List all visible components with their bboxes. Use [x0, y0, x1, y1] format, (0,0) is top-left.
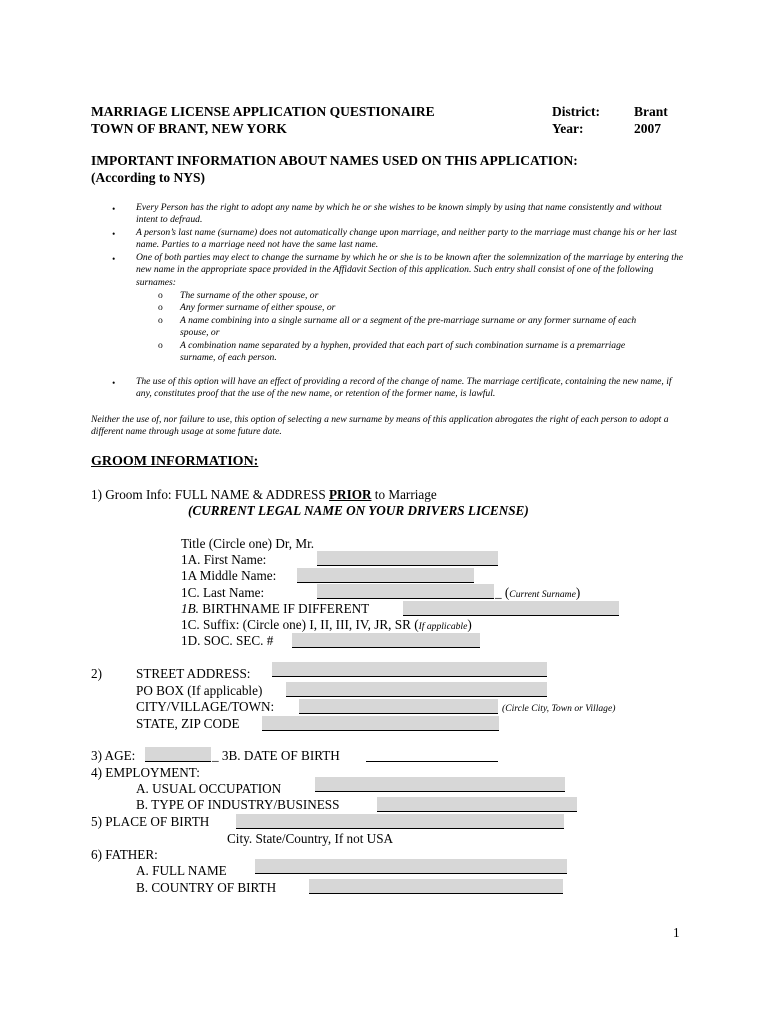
important-heading: IMPORTANT INFORMATION ABOUT NAMES USED ON THIS APPLICATION:: [91, 153, 578, 168]
current-surname-note: Current Surname: [509, 589, 576, 600]
ssn-field[interactable]: [292, 633, 480, 648]
birthname-field[interactable]: [403, 601, 619, 616]
suffix-label: [181, 617, 472, 633]
sub-bullet-icon: o: [158, 315, 163, 326]
sub-bullet-icon: o: [158, 302, 163, 313]
city-note: (Circle City, Town or Village): [502, 703, 616, 714]
birthname-number: 1B.: [181, 601, 199, 616]
birthname-text: BIRTHNAME IF DIFFERENT: [198, 601, 370, 616]
q1-suffix: to Marriage: [371, 487, 437, 502]
name-usage-note: Neither the use of, nor failure to use, this option of selecting a new surname by means of this application abrogates the right of each person to adopt a different name through usage at some future date.: [91, 414, 669, 438]
suffix-close: ): [467, 617, 472, 632]
first-name-field[interactable]: [317, 551, 498, 566]
q1-subtitle: (CURRENT LEGAL NAME ON YOUR DRIVERS LICENSE): [188, 503, 529, 518]
sub-item: Any former surname of either spouse, or: [180, 302, 336, 313]
age-label: 3) AGE:: [91, 748, 136, 763]
birthplace-field[interactable]: [236, 814, 564, 829]
last-name-field[interactable]: [317, 584, 494, 599]
street-address-field[interactable]: [272, 662, 547, 677]
dob-label: _ 3B. DATE OF BIRTH: [212, 748, 340, 763]
occupation-field[interactable]: [315, 777, 565, 792]
sub-item: A combination name separated by a hyphen, provided that each part of such combination surname is a premarriage surname, of each person.: [180, 340, 626, 364]
q1-prior: PRIOR: [329, 487, 372, 502]
groom-section-title: GROOM INFORMATION:: [91, 454, 259, 469]
industry-label: B. TYPE OF INDUSTRY/BUSINESS: [136, 797, 340, 812]
bullet-item: A person’s last name (surname) does not automatically change upon marriage, and neither party to the marriage must change his or her last name. Parties to a marriage need not have the same last name.: [136, 227, 677, 251]
employment-label: 4) EMPLOYMENT:: [91, 765, 200, 780]
sub-bullet-icon: o: [158, 340, 163, 351]
city-field[interactable]: [299, 699, 498, 714]
father-country-label: B. COUNTRY OF BIRTH: [136, 880, 277, 895]
q1-label: [91, 487, 437, 503]
father-name-field[interactable]: [255, 859, 567, 874]
father-country-field[interactable]: [309, 879, 563, 894]
middle-name-field[interactable]: [297, 568, 474, 583]
father-name-label: A. FULL NAME: [136, 863, 227, 878]
street-address-label: STREET ADDRESS:: [136, 666, 251, 681]
occupation-label: A. USUAL OCCUPATION: [136, 781, 282, 796]
title-label: Title (Circle one) Dr, Mr.: [181, 536, 315, 551]
po-box-label: PO BOX (If applicable): [136, 683, 263, 698]
sub-item: The surname of the other spouse, or: [180, 290, 319, 301]
birthplace-label: 5) PLACE OF BIRTH: [91, 814, 210, 829]
bullet-icon: •: [112, 204, 116, 214]
sub-item: A name combining into a single surname all or a segment of the pre-marriage surname or any former surname of each spouse, or: [180, 315, 637, 339]
district-value: Brant: [634, 104, 668, 119]
bullet-icon: •: [112, 229, 116, 239]
form-title: MARRIAGE LICENSE APPLICATION QUESTIONAIRE: [91, 104, 435, 119]
city-label: CITY/VILLAGE/TOWN:: [136, 699, 275, 714]
middle-name-label: 1A Middle Name:: [181, 568, 277, 583]
year-label: Year:: [552, 121, 584, 136]
po-box-field[interactable]: [286, 682, 547, 697]
last-name-note: _ (Current Surname): [495, 585, 581, 600]
ssn-label: 1D. SOC. SEC. #: [181, 633, 274, 648]
q1-prefix: 1) Groom Info: FULL NAME & ADDRESS: [91, 487, 329, 502]
bullet-item: Every Person has the right to adopt any name by which he or she wishes to be known simply by using that name consistently and without intent to defraud.: [136, 202, 662, 226]
bullet-icon: •: [112, 254, 116, 264]
birthplace-note: City. State/Country, If not USA: [227, 831, 394, 846]
q2-number: 2): [91, 666, 102, 681]
sub-bullet-icon: o: [158, 290, 163, 301]
dob-text: 3B. DATE OF BIRTH: [218, 748, 340, 763]
dob-field[interactable]: [366, 747, 498, 762]
bullet-item: The use of this option will have an effect of providing a record of the change of name. The marriage certificate, containing the new name, if any, constitutes proof that the use of the new name, or retention of the former name, is lawful.: [136, 376, 672, 400]
page-number: 1: [673, 925, 680, 940]
age-field[interactable]: [145, 747, 211, 762]
year-value: 2007: [634, 121, 661, 136]
suffix-note: If applicable: [418, 621, 468, 632]
last-name-label: 1C. Last Name:: [181, 585, 265, 600]
form-subtitle: TOWN OF BRANT, NEW YORK: [91, 121, 287, 136]
first-name-label: 1A. First Name:: [181, 552, 267, 567]
birthname-label: [181, 601, 369, 617]
state-zip-field[interactable]: [262, 716, 499, 731]
suffix-options: 1C. Suffix: (Circle one) I, II, III, IV, JR, SR (: [181, 617, 419, 632]
bullet-icon: •: [112, 378, 116, 388]
father-label: 6) FATHER:: [91, 847, 158, 862]
industry-field[interactable]: [377, 797, 577, 812]
district-label: District:: [552, 104, 600, 119]
important-subheading: (According to NYS): [91, 170, 205, 185]
title-field[interactable]: [358, 537, 362, 552]
state-zip-label: STATE, ZIP CODE: [136, 716, 240, 731]
bullet-item: One of both parties may elect to change the surname by which he or she is to be known after the solemnization of the marriage by entering the new name in the appropriate space provided in the Affidavit Section of this application. Such entry shall consist of one of the following surnames:: [136, 252, 684, 288]
